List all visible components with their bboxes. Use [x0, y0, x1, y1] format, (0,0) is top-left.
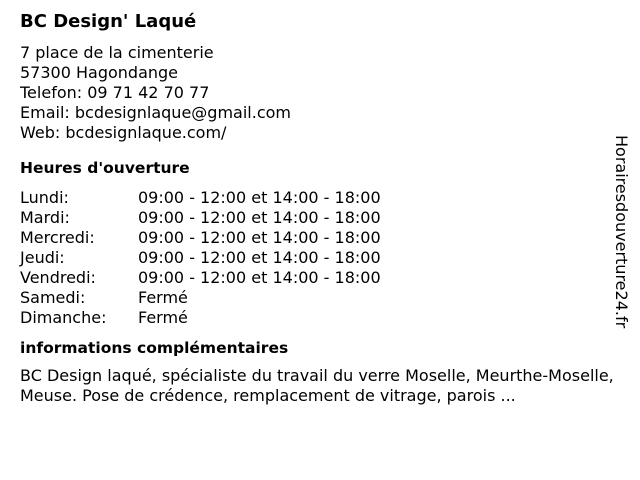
day-hours: Fermé — [138, 288, 188, 307]
day-label: Samedi: — [20, 288, 86, 307]
day-hours: 09:00 - 12:00 et 14:00 - 18:00 — [138, 268, 381, 287]
hours-row-tuesday — [20, 208, 610, 228]
opening-hours-heading: Heures d'ouverture — [20, 159, 190, 177]
day-hours: 09:00 - 12:00 et 14:00 - 18:00 — [138, 188, 381, 207]
day-label: Lundi: — [20, 188, 69, 207]
day-hours: Fermé — [138, 308, 188, 327]
email-text: Email: bcdesignlaque@gmail.com — [20, 103, 291, 122]
watermark-text: Horairesdouverture24.fr — [612, 135, 631, 329]
business-description: BC Design laqué, spécialiste du travail du verre Moselle, Meurthe-Moselle, Meuse. Pose de crédence, remplacement de vitrage, parois ... — [20, 366, 614, 405]
business-name: BC Design' Laqué — [20, 11, 197, 32]
opening-hours-table — [20, 188, 610, 328]
address-city: 57300 Hagondange — [20, 63, 179, 82]
phone-text: Telefon: 09 71 42 70 77 — [20, 83, 210, 102]
day-label: Mardi: — [20, 208, 70, 227]
day-hours: 09:00 - 12:00 et 14:00 - 18:00 — [138, 248, 381, 267]
hours-row-wednesday — [20, 228, 610, 248]
hours-row-saturday — [20, 288, 610, 308]
day-hours: 09:00 - 12:00 et 14:00 - 18:00 — [138, 208, 381, 227]
hours-row-friday — [20, 268, 610, 288]
day-label: Mercredi: — [20, 228, 95, 247]
website-text: Web: bcdesignlaque.com/ — [20, 123, 227, 142]
hours-row-monday — [20, 188, 610, 208]
business-card — [20, 10, 614, 406]
day-label: Vendredi: — [20, 268, 96, 287]
day-label: Dimanche: — [20, 308, 107, 327]
contact-block — [20, 43, 610, 143]
address-street: 7 place de la cimenterie — [20, 43, 214, 62]
hours-row-sunday — [20, 308, 610, 328]
additional-info-heading: informations complémentaires — [20, 339, 289, 357]
day-label: Jeudi: — [20, 248, 65, 267]
hours-row-thursday — [20, 248, 610, 268]
day-hours: 09:00 - 12:00 et 14:00 - 18:00 — [138, 228, 381, 247]
